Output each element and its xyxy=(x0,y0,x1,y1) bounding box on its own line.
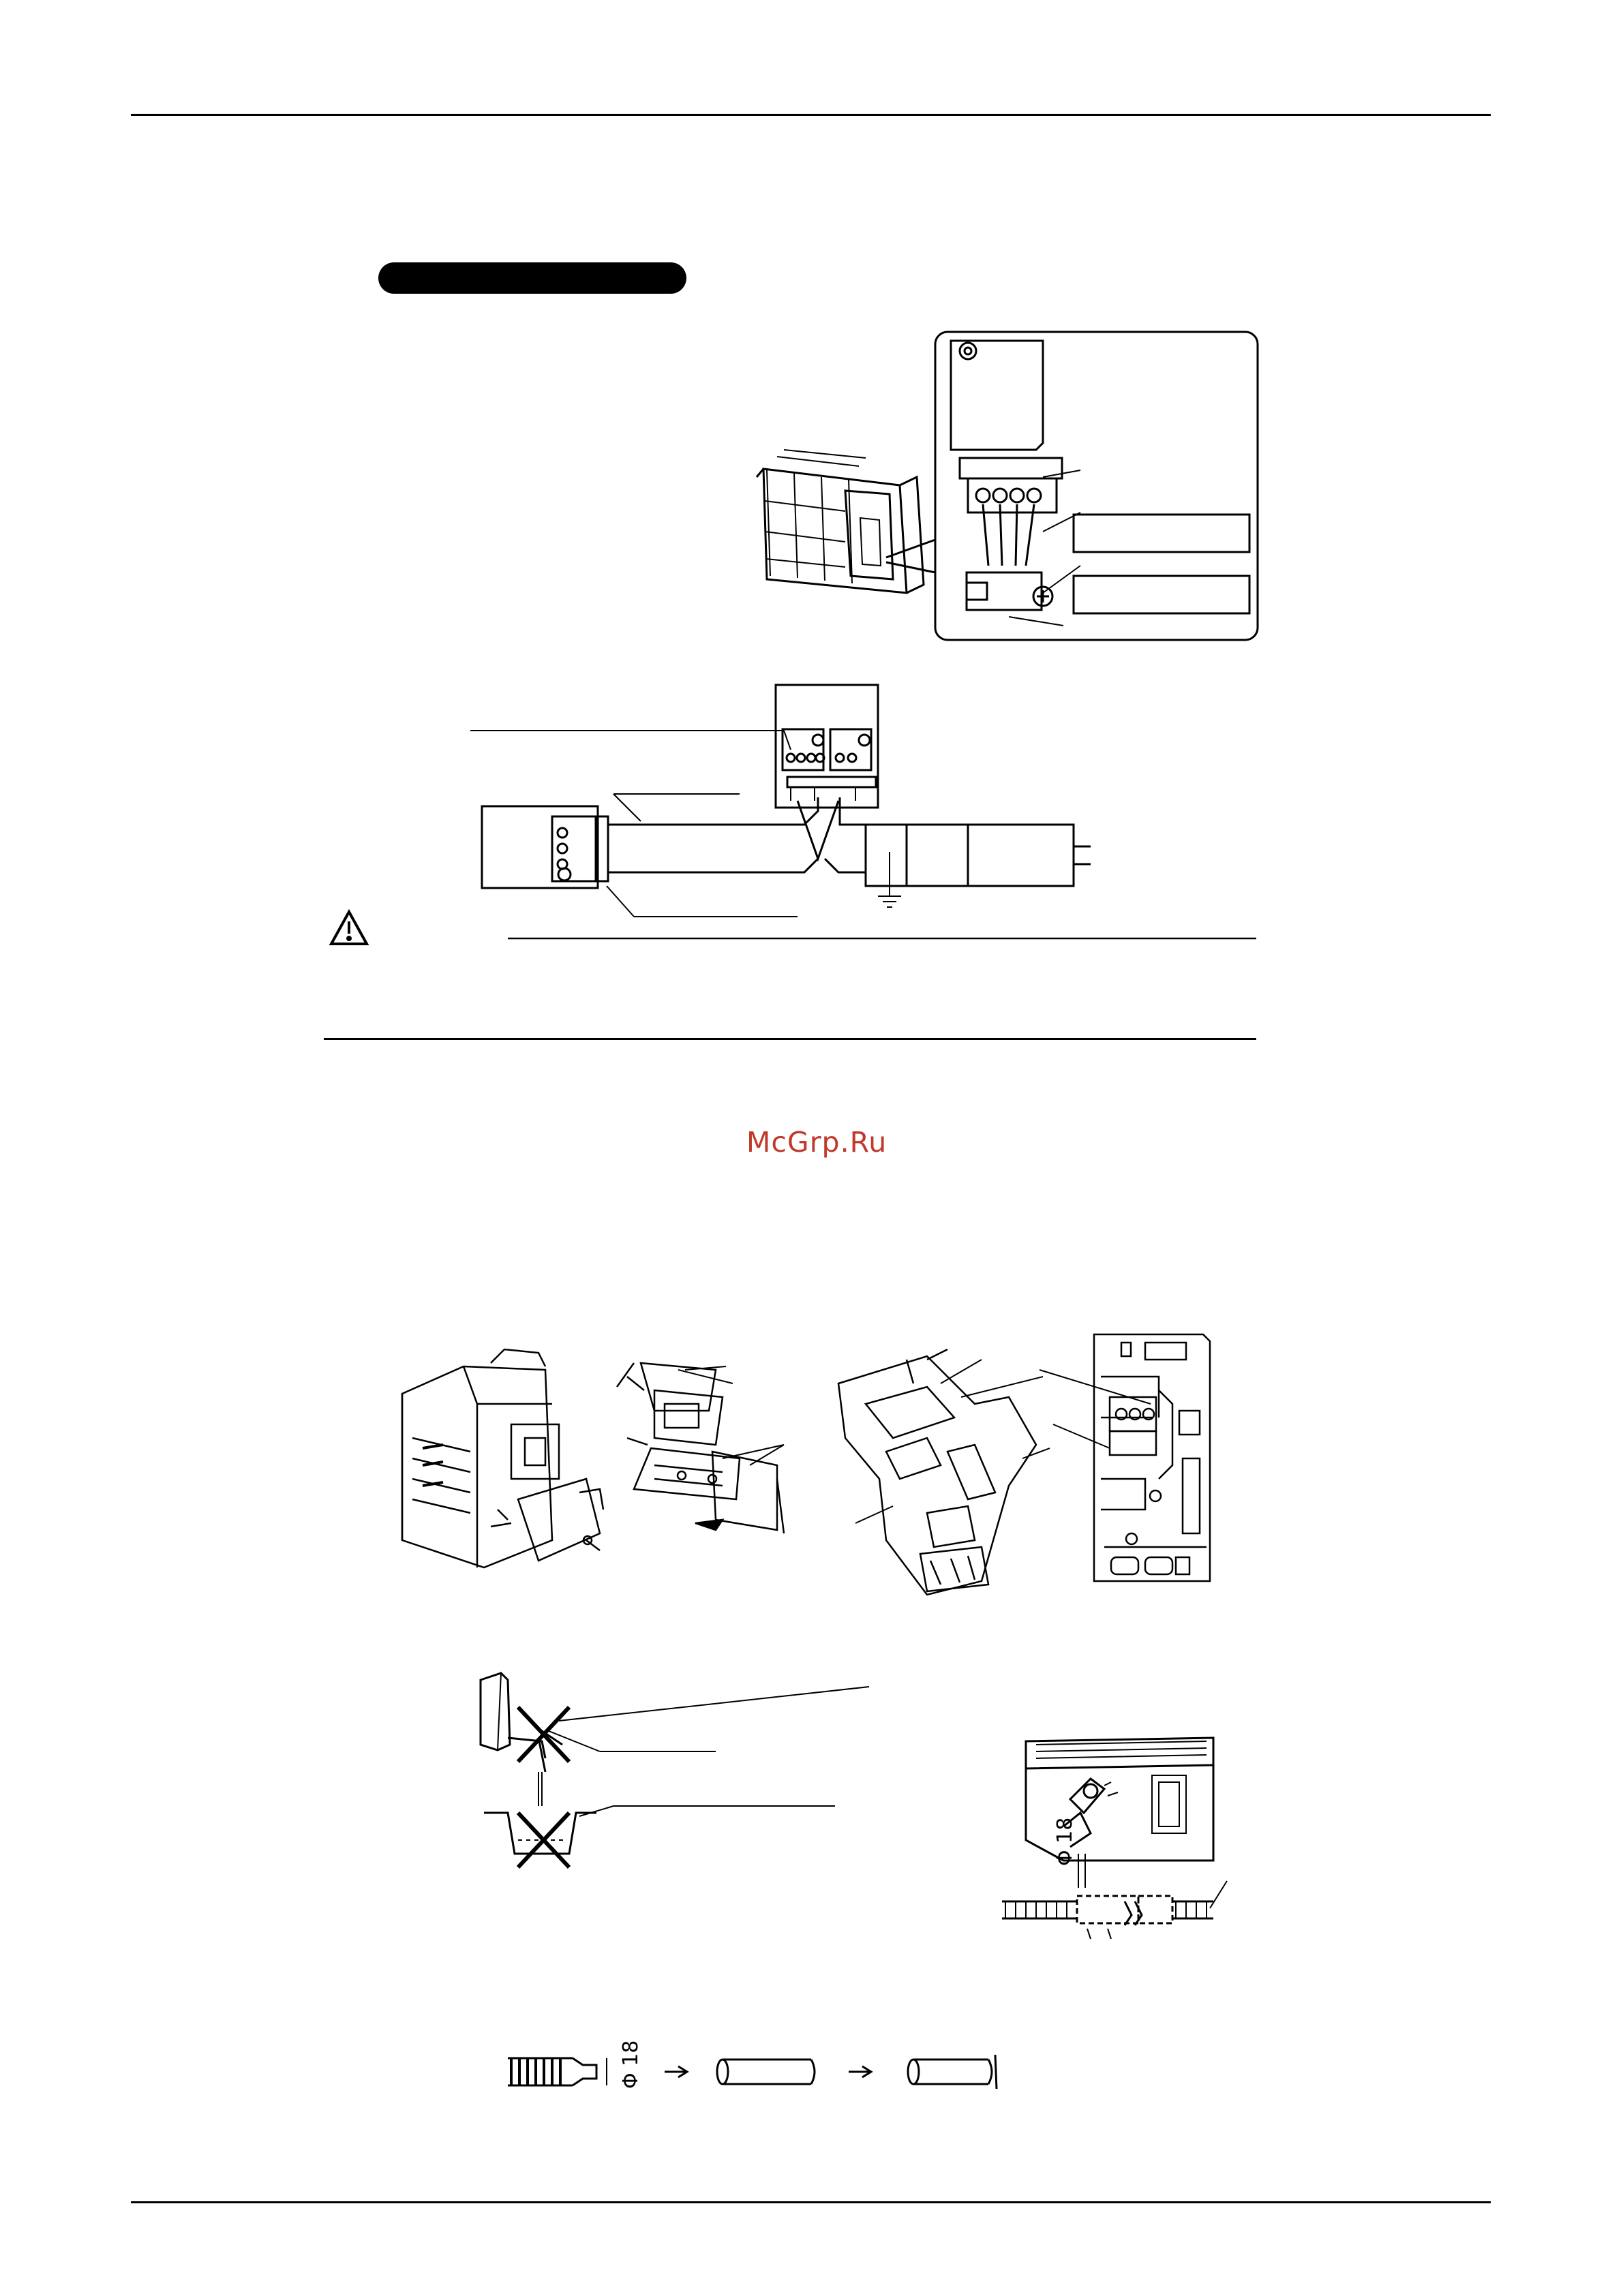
drain-hose-connector-sketch xyxy=(1002,1854,1227,1939)
watermark-text: McGrp.Ru xyxy=(746,1126,888,1159)
improper-drain-sketch xyxy=(481,1673,869,1867)
drain-hose-diameter-label-lower: Φ 18 xyxy=(619,2040,643,2089)
hose-to-pipe-sequence xyxy=(508,2055,997,2089)
drain-hose-diameter-label-upper: Φ 18 xyxy=(1053,1817,1077,1866)
